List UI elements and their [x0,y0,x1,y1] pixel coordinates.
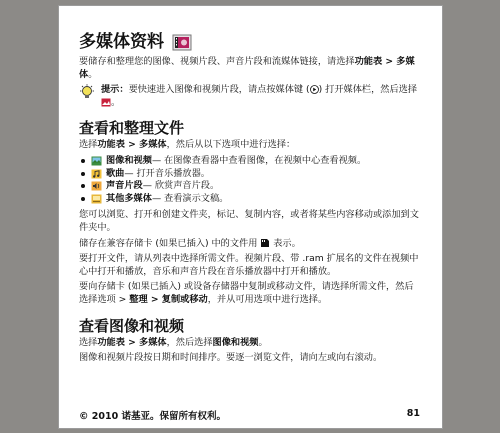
select-item: 图像和视频 [212,336,259,348]
tip-label: 提示： [101,84,129,96]
memory-card-text-a: 储存在兼容存储卡 (如果已插入) 中的文件用 [79,237,261,249]
option-desc: — 在图像查看器中查看图像，在视频中心查看视频。 [151,154,367,166]
menu-path: 功能表 > 多媒体 [79,56,415,80]
folders-paragraph: 您可以浏览、打开和创建文件夹，标记、复制内容，或者将某些内容移动或添加到文件夹中。 [79,209,419,233]
menu-path: 整理 > 复制或移动 [129,293,208,305]
sorting-paragraph: 图像和视频片段按日期和时间排序。要逐一浏览文件，请向左或向右滚动。 [79,352,383,364]
select-b: ，然后选择 [166,336,213,348]
select-instruction [79,139,420,152]
bullet [81,197,85,201]
intro-end: 。 [88,68,98,80]
tip-text-a: 要快速进入图像和视频片段，请点按媒体键 ( [128,84,310,96]
list-item [79,155,420,168]
media-key-icon [310,85,319,94]
option-label: 其他多媒体 [106,192,152,204]
sound-clips-icon [91,181,102,191]
memory-card-paragraph [79,238,420,251]
select-a: 选择 [79,139,98,151]
select-c: 。 [258,336,268,348]
document-page [58,5,443,429]
lightbulb-icon [79,84,95,102]
media-gallery-icon [172,33,192,51]
intro-paragraph [79,56,420,81]
gallery-small-icon [101,98,111,107]
memory-card-icon [260,238,270,248]
bullet [81,172,85,176]
copy-move-paragraph [79,281,420,306]
section-title-view-images: 查看图像和视频 [79,316,185,335]
tip-text [101,84,420,109]
select-b: ，然后从以下选项中进行选择： [166,139,296,151]
menu-path: 功能表 > 多媒体 [97,139,167,151]
copy-move-text-b: ，并从可用选项中进行选择。 [207,293,328,305]
list-item [79,168,420,181]
songs-icon [91,169,102,179]
option-label: 歌曲 [106,167,125,179]
section-title-view-organize: 查看和整理文件 [79,119,185,138]
option-label: 图像和视频 [106,154,152,166]
option-desc: — 欣赏声音片段。 [142,180,220,192]
copyright: © 2010 诺基亚。保留所有权利。 [79,411,227,422]
tip-block [79,84,420,109]
bullet [81,159,85,163]
page-footer [79,408,420,422]
bullet [81,184,85,188]
options-list [79,155,420,205]
select-instruction-images [79,337,420,350]
copy-move-text-a: 要向存储卡 (如果已插入) 或设备存储器中复制或移动文件，请选择所需文件，然后选择选项 > [79,281,414,305]
memory-card-text-b: 表示。 [270,237,301,249]
select-a: 选择 [79,336,98,348]
option-label: 声音片段 [106,180,143,192]
page-number: 81 [406,408,420,419]
section-title-text: 多媒体资料 [79,32,164,52]
tip-text-b: ) 打开媒体栏，然后选择 [318,84,418,96]
list-item [79,180,420,193]
other-media-icon [91,194,102,204]
open-file-paragraph: 要打开文件，请从列表中选择所需文件。视频片段、带 .ram 扩展名的文件在视频中心中打开和播放，音乐和声音片段在音乐播放器中打开和播放。 [79,253,419,277]
images-video-icon [91,156,102,166]
intro-text: 要储存和整理您的图像、视频片段、声音片段和流媒体链接，请选择 [79,56,355,67]
menu-path: 功能表 > 多媒体 [97,336,167,348]
list-item [79,193,420,206]
option-desc: — 打开音乐播放器。 [124,167,210,179]
option-desc: — 查看演示文稿。 [151,192,229,204]
section-title-media [79,32,420,52]
tip-text-c: 。 [111,96,121,108]
